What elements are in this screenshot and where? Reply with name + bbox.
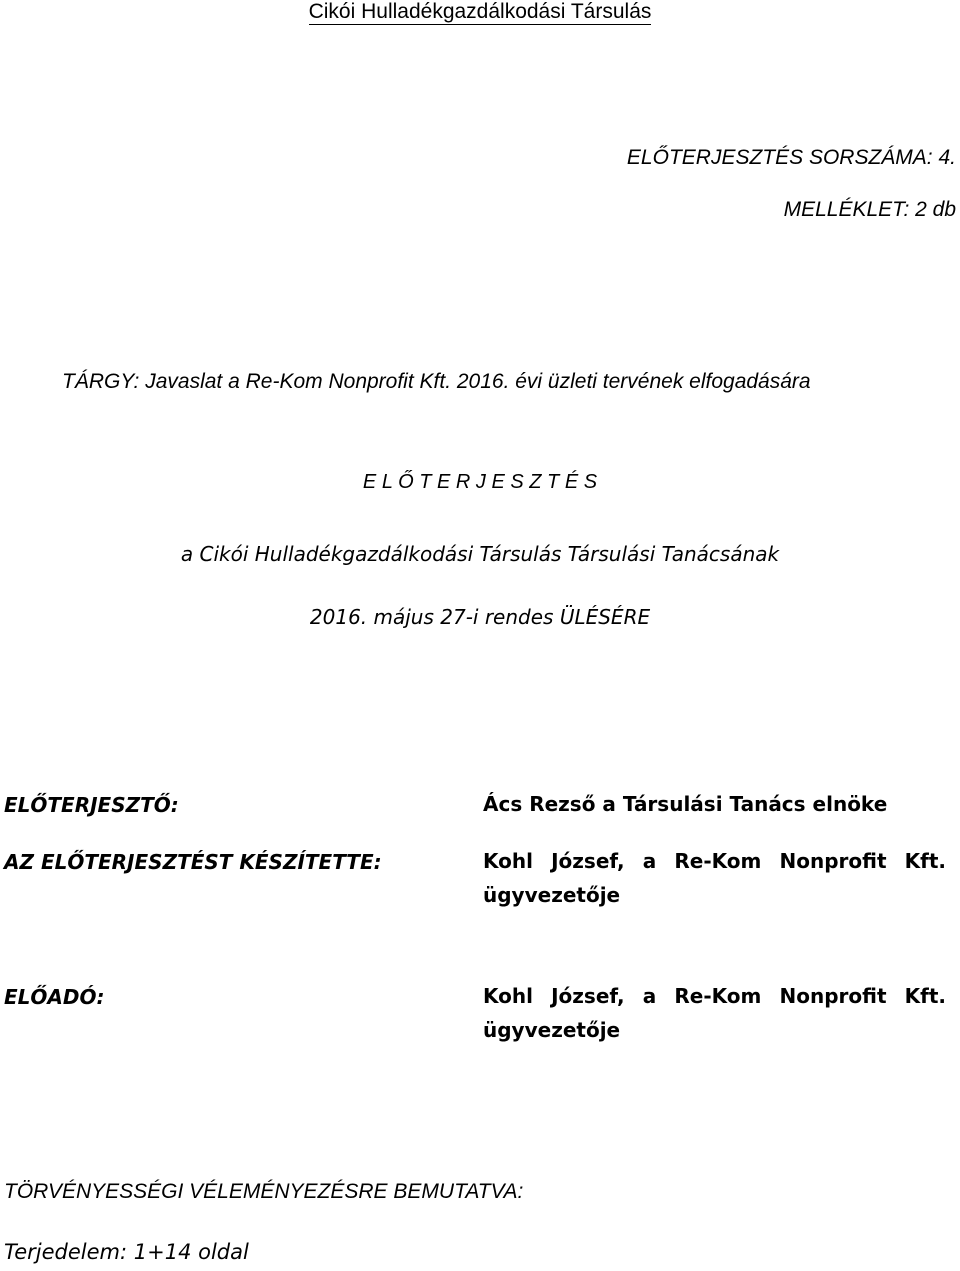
presenter-name: Ács Rezső a Társulási Tanács elnöke xyxy=(483,792,888,816)
speaker-value xyxy=(483,979,946,1047)
prepared-by-line2: ügyvezetője xyxy=(483,883,621,907)
recipient-line: a Cikói Hulladékgazdálkodási Társulás Társulási Tanácsának xyxy=(180,542,780,566)
page-extent: Terjedelem: 1+14 oldal xyxy=(4,1240,249,1264)
prepared-by-label: AZ ELŐTERJESZTÉST KÉSZÍTETTE: xyxy=(4,850,382,874)
document-header xyxy=(0,0,960,30)
speaker-line2: ügyvezetője xyxy=(483,1018,621,1042)
presenter-label: ELŐTERJESZTŐ: xyxy=(4,793,179,817)
document-title: E L Ő T E R J E S Z T É S xyxy=(362,471,598,493)
subject-line: TÁRGY: Javaslat a Re-Kom Nonprofit Kft. 2016. évi üzleti tervének elfogadására xyxy=(62,370,811,393)
prepared-by-value xyxy=(483,844,946,912)
speaker-label: ELŐADÓ: xyxy=(4,985,105,1009)
organization-name: Cikói Hulladékgazdálkodási Társulás xyxy=(308,0,652,23)
presenter-value xyxy=(483,787,946,821)
meeting-line: 2016. május 27-i rendes ÜLÉSÉRE xyxy=(309,605,651,629)
speaker-line1: Kohl József, a Re-Kom Nonprofit Kft. xyxy=(483,984,946,1008)
submission-serial: ELŐTERJESZTÉS SORSZÁMA: 4. xyxy=(626,146,956,169)
prepared-by-line1: Kohl József, a Re-Kom Nonprofit Kft. xyxy=(483,849,946,873)
legal-review-line: TÖRVÉNYESSÉGI VÉLEMÉNYEZÉSRE BEMUTATVA: xyxy=(4,1180,524,1203)
attachment-count: MELLÉKLET: 2 db xyxy=(783,198,956,221)
